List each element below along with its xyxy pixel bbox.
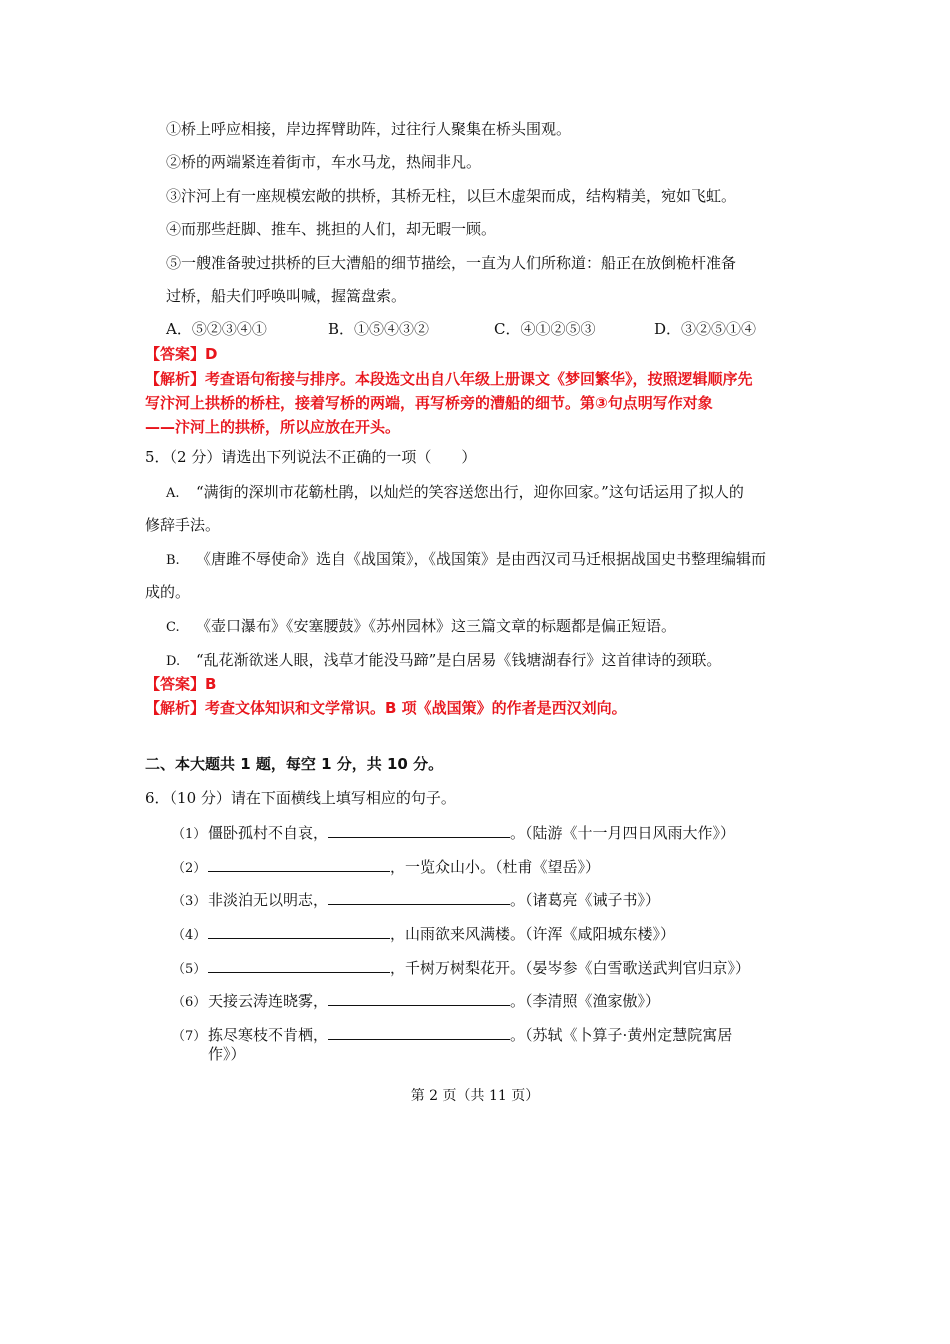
q5-option-b-label: B. (166, 553, 180, 568)
q4-option-c: C．④①②⑤③ (494, 320, 596, 338)
q4-item-5-cont: 过桥，船夫们呼唤叫喊，握篙盘索。 (166, 287, 407, 305)
q6-item-4-num: （4） (172, 928, 207, 943)
q4-item-5: ⑤一艘准备驶过拱桥的巨大漕船的细节描绘，一直为人们所称道：船正在放倒桅杆准备 (166, 254, 737, 272)
q6-item-3-after: 。（诸葛亮《诫子书》） (510, 891, 661, 909)
q6-item-6 (172, 989, 660, 1014)
q4-item-4: ④而那些赶脚、推车、挑担的人们，却无暇一顾。 (166, 220, 497, 238)
q6-item-7-num: （7） (172, 1029, 207, 1044)
q4-analysis-line-2: 写汴河上拱桥的桥柱，接着写桥的两端，再写桥旁的漕船的细节。第③句点明写作对象 (145, 394, 713, 412)
q5-option-c (166, 615, 676, 639)
q6-item-1 (172, 821, 735, 846)
q6-item-2-num: （2） (172, 861, 207, 876)
q6-item-7 (172, 1023, 732, 1048)
q5-option-d (166, 649, 721, 673)
section-2-title: 二、本大题共 1 题，每空 1 分，共 10 分。 (145, 755, 444, 773)
q4-item-2: ②桥的两端紧连着街市，车水马龙，热闹非凡。 (166, 153, 482, 171)
q5-option-c-text: 《壶口瀑布》《安塞腰鼓》《苏州园林》这三篇文章的标题都是偏正短语。 (196, 617, 677, 635)
q6-item-2 (172, 855, 600, 880)
q5-option-d-text: “乱花渐欲迷人眼，浅草才能没马蹄”是白居易《钱塘湖春行》这首律诗的颈联。 (196, 651, 722, 669)
q4-item-3: ③汴河上有一座规模宏敞的拱桥，其桥无柱，以巨木虚架而成，结构精美，宛如飞虹。 (166, 187, 737, 205)
q5-option-b (166, 548, 766, 572)
q6-item-2-after: ，一览众山小。（杜甫《望岳》） (390, 858, 601, 876)
q6-item-6-num: （6） (172, 995, 207, 1010)
q6-item-1-num: （1） (172, 827, 207, 842)
q6-item-4-blank[interactable] (208, 922, 390, 939)
q6-item-3-num: （3） (172, 894, 207, 909)
q6-item-1-after: 。（陆游《十一月四日风雨大作》） (510, 824, 736, 842)
q6-item-5-after: ，千树万树梨花开。（晏岑参《白雪歌送武判官归京》） (390, 959, 751, 977)
q5-answer: 【答案】B (145, 675, 217, 693)
q5-option-a-label: A. (166, 486, 180, 501)
page-footer: 第 2 页（共 11 页） (410, 1088, 540, 1104)
q5-stem: 5．（2 分）请选出下列说法不正确的一项（ ） (145, 448, 477, 466)
q5-option-b-text: 《唐雎不辱使命》选自《战国策》，《战国策》是由西汉司马迁根据战国史书整理编辑而 (196, 550, 767, 568)
q6-item-6-blank[interactable] (328, 989, 510, 1006)
q6-item-5 (172, 956, 750, 981)
q6-item-2-blank[interactable] (208, 855, 390, 872)
q6-item-1-blank[interactable] (328, 821, 510, 838)
q6-item-6-before: 天接云涛连晓雾， (208, 992, 329, 1010)
q4-analysis-line-3: ——汴河上的拱桥，所以应放在开头。 (145, 418, 401, 436)
q6-item-5-num: （5） (172, 962, 207, 977)
q6-item-7-cont: 作》） (208, 1045, 246, 1063)
q4-option-a: A．⑤②③④① (166, 320, 267, 338)
q6-item-4 (172, 922, 675, 947)
q5-option-b-cont: 成的。 (145, 583, 191, 601)
q6-item-3 (172, 888, 660, 913)
q4-analysis-line-1: 【解析】考查语句衔接与排序。本段选文出自八年级上册课文《梦回繁华》，按照逻辑顺序先 (145, 370, 753, 388)
q6-item-3-before: 非淡泊无以明志， (208, 891, 329, 909)
q5-analysis: 【解析】考查文体知识和文学常识。B 项《战国策》的作者是西汉刘向。 (145, 699, 627, 717)
q5-option-c-label: C. (166, 620, 180, 635)
q6-item-7-blank[interactable] (328, 1023, 510, 1040)
q6-item-1-before: 僵卧孤村不自哀， (208, 824, 329, 842)
q6-item-7-after: 。（苏轼《卜算子·黄州定慧院寓居 (510, 1026, 733, 1044)
q4-option-d: D．③②⑤①④ (654, 320, 757, 338)
q5-option-a-cont: 修辞手法。 (145, 516, 221, 534)
q5-option-d-label: D. (166, 654, 181, 669)
q6-item-6-after: 。（李清照《渔家傲》） (510, 992, 661, 1010)
q6-item-4-after: ，山雨欲来风满楼。（许浑《咸阳城东楼》） (390, 925, 676, 943)
q4-option-b: B．①⑤④③② (328, 320, 430, 338)
q5-option-a-text: “满街的深圳市花簕杜鹃，以灿烂的笑容送您出行，迎你回家。”这句话运用了拟人的 (196, 483, 744, 501)
q6-stem: 6．（10 分）请在下面横线上填写相应的句子。 (145, 789, 456, 807)
q5-option-a (166, 481, 744, 505)
q6-item-5-blank[interactable] (208, 956, 390, 973)
q4-item-1: ①桥上呼应相接，岸边挥臂助阵，过往行人聚集在桥头围观。 (166, 120, 572, 138)
q6-item-3-blank[interactable] (328, 888, 510, 905)
q4-answer: 【答案】D (145, 345, 218, 363)
q6-item-7-before: 拣尽寒枝不肯栖， (208, 1026, 329, 1044)
